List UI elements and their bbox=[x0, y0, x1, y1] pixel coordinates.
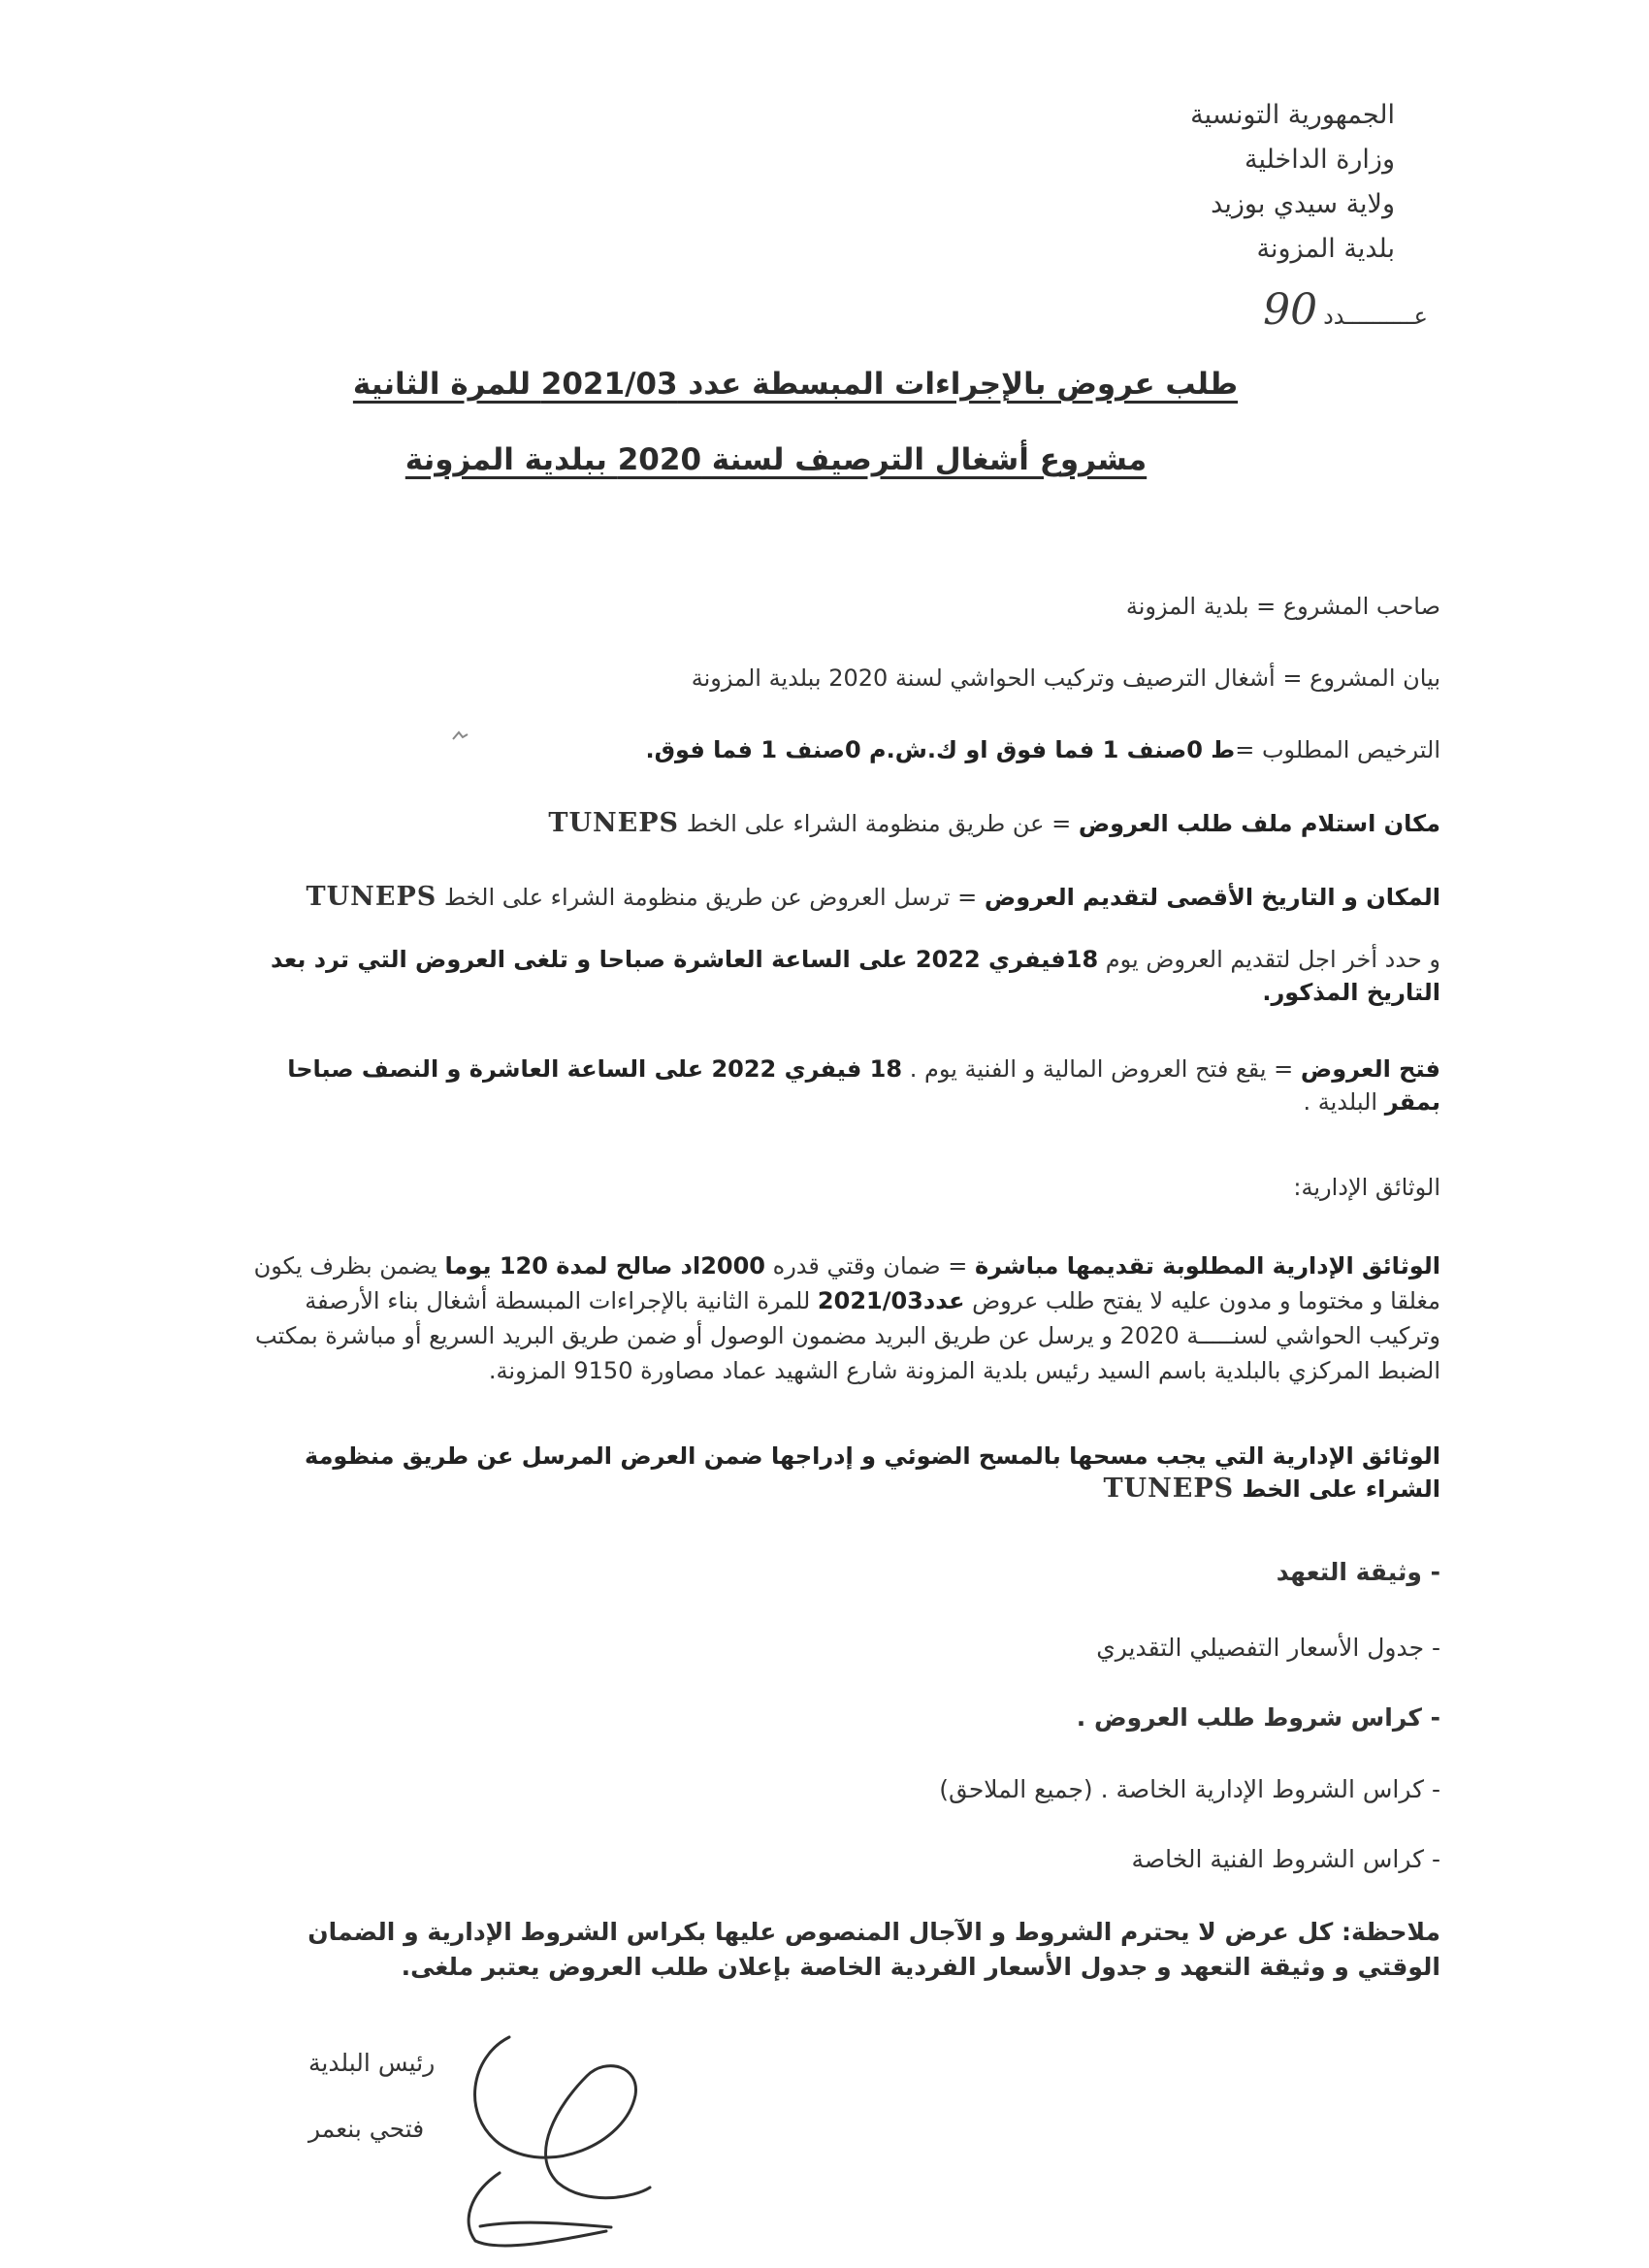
letterhead-ministry: وزارة الداخلية bbox=[1245, 145, 1395, 175]
list-item: - كراس الشروط الفنية الخاصة bbox=[1131, 1845, 1440, 1873]
field-project-description bbox=[238, 662, 1440, 695]
license-value: ط 0صنف 1 فما فوق او ك.ش.م 0صنف 1 فما فوق. bbox=[645, 736, 1236, 763]
signature-base-stroke bbox=[469, 2173, 611, 2246]
license-label: الترخيص المطلوب = bbox=[1235, 736, 1440, 763]
submission-place-label: المكان و التاريخ الأقصى لتقديم العروض bbox=[984, 884, 1440, 911]
field-deadline bbox=[238, 943, 1440, 1009]
required-docs-text-b: يضمن بظرف يكون مغلقا و مختوما و مدون عليه لا يفتح طلب عروض bbox=[253, 1252, 1440, 1314]
signatory-name: فتحي بنعمر bbox=[308, 2115, 425, 2143]
tender-number: عدد2021/03 bbox=[817, 1287, 965, 1314]
letterhead bbox=[1190, 93, 1395, 272]
list-item: - وثيقة التعهد bbox=[1276, 1558, 1440, 1586]
submission-place-tuneps: TUNEPS bbox=[306, 882, 437, 912]
field-file-receipt bbox=[238, 807, 1440, 840]
reference-number: 90 bbox=[1263, 285, 1318, 335]
admin-docs-heading: الوثائق الإدارية: bbox=[1293, 1174, 1440, 1201]
receipt-tuneps: TUNEPS bbox=[548, 808, 680, 838]
field-bid-opening bbox=[238, 1053, 1440, 1118]
required-docs-text-c: للمرة الثانية بالإجراءات المبسطة أشغال بناء الأرصفة وتركيب الحواشي لسنـــــة 2020 و يرسل عن طريق البريد مضمون الوصول أو ضمن طريق البريد السريع أو مباشرة بمكتب الضبط المركزي بالبلدية باسم السيد رئيس بلدية المزونة شارع الشهيد عماد مصاورة 9150 المزونة. bbox=[255, 1287, 1440, 1384]
deadline-text: و حدد أخر اجل لتقديم العروض يوم bbox=[1098, 946, 1440, 973]
submission-place-value: = ترسل العروض عن طريق منظومة الشراء على الخط bbox=[436, 884, 985, 911]
opening-tail: البلدية . bbox=[1303, 1088, 1385, 1116]
letterhead-governorate: ولاية سيدي بوزيد bbox=[1211, 189, 1395, 219]
handwritten-signature bbox=[441, 1998, 674, 2260]
project-owner-label: صاحب المشروع bbox=[1282, 593, 1440, 620]
guarantee-amount: 2000اد صالح لمدة 120 يوما bbox=[444, 1252, 765, 1280]
project-owner-value: = بلدية المزونة bbox=[1125, 593, 1283, 620]
note-paragraph: ملاحظة: كل عرض لا يحترم الشروط و الآجال المنصوص عليها بكراس الشروط الإدارية و الضمان الوقتي و وثيقة التعهد و جدول الأسعار الفردية الخاصة بإعلان طلب العروض يعتبر ملغى. bbox=[307, 1918, 1440, 1981]
deadline-date: 18فيفري 2022 على الساعة العاشرة صباحا و تلغى العروض التي ترد بعد التاريخ المذكور. bbox=[270, 946, 1440, 1006]
required-docs-text-a: = ضمان وقتي قدره bbox=[765, 1252, 975, 1280]
field-required-license bbox=[238, 733, 1440, 766]
list-item: - كراس الشروط الإدارية الخاصة . (جميع الملاحق) bbox=[939, 1775, 1440, 1803]
opening-date: 18 فيفري 2022 على الساعة العاشرة و النصف صباحا بمقر bbox=[287, 1055, 1440, 1116]
project-description-value: = أشغال الترصيف وتركيب الحواشي لسنة 2020 ببلدية المزونة bbox=[691, 664, 1310, 692]
list-item: - جدول الأسعار التفصيلي التقديري bbox=[1096, 1634, 1440, 1662]
signature-loop-stroke bbox=[475, 2037, 650, 2198]
admin-docs-scan bbox=[238, 1440, 1440, 1506]
admin-docs-required bbox=[238, 1248, 1440, 1388]
reference-label: عــــــــــدد bbox=[1323, 303, 1428, 330]
receipt-value: = عن طريق منظومة الشراء على الخط bbox=[679, 810, 1079, 837]
list-item: - كراس شروط طلب العروض . bbox=[1076, 1703, 1440, 1732]
letterhead-municipality: بلدية المزونة bbox=[1256, 234, 1395, 264]
field-project-owner bbox=[238, 590, 1440, 623]
receipt-label: مكان استلام ملف طلب العروض bbox=[1078, 810, 1440, 837]
document-title: طلب عروض بالإجراءات المبسطة عدد 2021/03 للمرة الثانية bbox=[352, 367, 1239, 402]
project-description-label: بيان المشروع bbox=[1310, 664, 1440, 692]
document-subtitle: مشروع أشغال الترصيف لسنة 2020 ببلدية المزونة bbox=[404, 442, 1148, 477]
signatory-title: رئيس البلدية bbox=[308, 2049, 436, 2077]
required-docs-label: الوثائق الإدارية المطلوبة تقديمها مباشرة bbox=[975, 1252, 1440, 1280]
scan-docs-text: الوثائق الإدارية التي يجب مسحها بالمسح الضوئي و إدراجها ضمن العرض المرسل عن طريق منظومة الشراء على الخط bbox=[305, 1442, 1440, 1503]
reference-number-line bbox=[1263, 285, 1428, 335]
scan-docs-tuneps: TUNEPS bbox=[1103, 1474, 1235, 1504]
field-submission-place bbox=[238, 881, 1440, 914]
scan-speck-mark bbox=[451, 729, 470, 743]
letterhead-republic: الجمهورية التونسية bbox=[1190, 100, 1395, 130]
opening-label: فتح العروض bbox=[1300, 1055, 1440, 1083]
opening-text: = يقع فتح العروض المالية و الفنية يوم . bbox=[902, 1055, 1301, 1083]
